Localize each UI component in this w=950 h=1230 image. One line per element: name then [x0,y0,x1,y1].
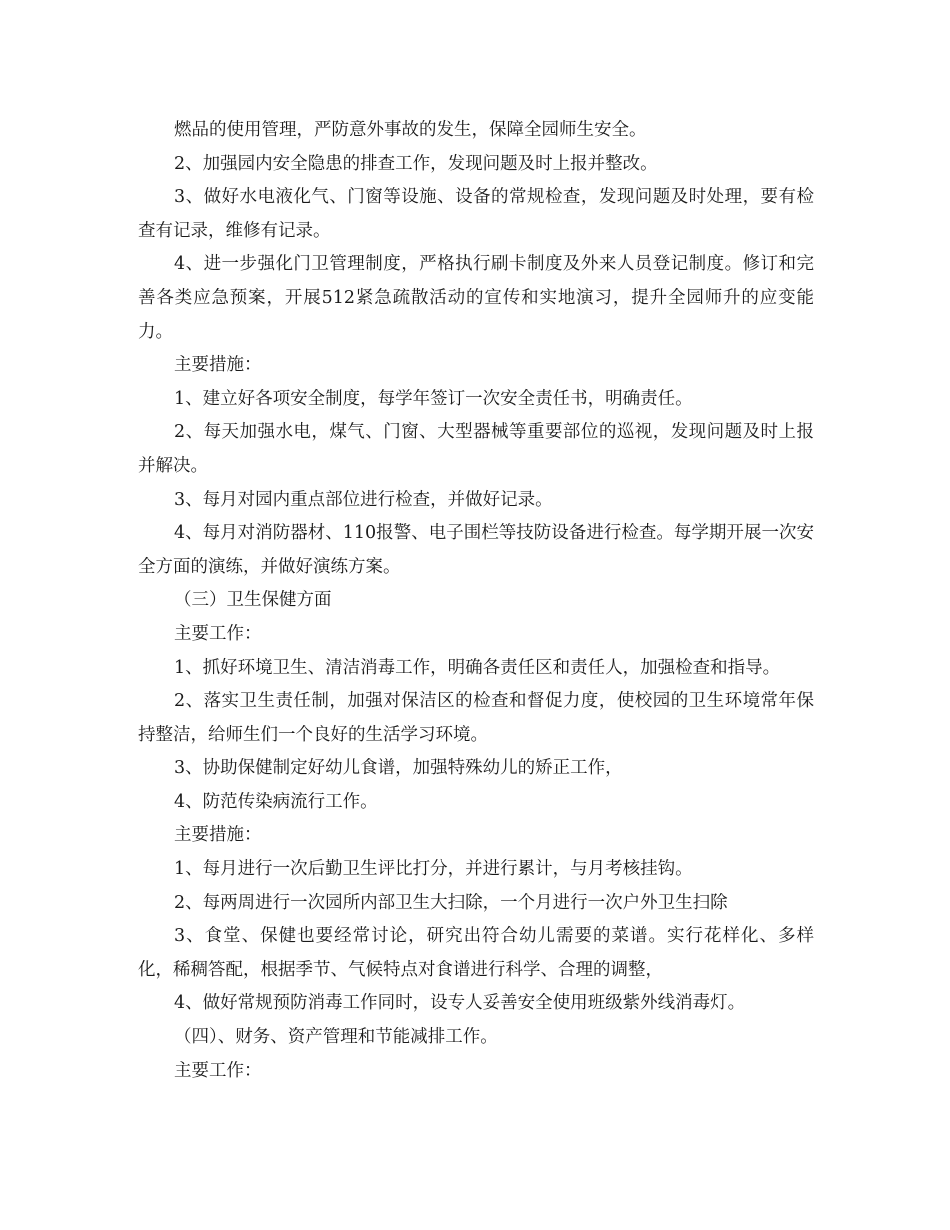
paragraph: 3、每月对园内重点部位进行检查，并做好记录。 [174,489,553,510]
paragraph: 3、协助保健制定好幼儿食谱，加强特殊幼儿的矫正工作， [174,758,623,779]
section-heading: （四）、财务、资产管理和节能减排工作。 [174,1027,498,1048]
paragraph: 2、加强园内安全隐患的排查工作，发现问题及时上报并整改。 [174,153,658,174]
paragraph: 1、抓好环境卫生、清洁消毒工作，明确各责任区和责任人，加强检查和指导。 [174,657,781,678]
document-body [138,114,814,1088]
paragraph: 1、每月进行一次后勤卫生评比打分，并进行累计，与月考核挂钩。 [174,859,693,880]
paragraph: 4、做好常规预防消毒工作同时，设专人妥善安全使用班级紫外线消毒灯。 [174,993,746,1014]
paragraph: 燃品的使用管理，严防意外事故的发生，保障全园师生安全。 [174,120,647,140]
paragraph: 2、落实卫生责任制，加强对保洁区的检查和督促力度，使校园的卫生环境常年保持整洁，给师生们一个良好的生活学习环境。 [138,691,814,745]
paragraph: 4、进一步强化门卫管理制度，严格执行刷卡制度及外来人员登记制度。修订和完善各类应急预案，开展512紧急疏散活动的宣传和实地演习，提升全园师升的应变能力。 [138,254,814,342]
section-heading: （三）卫生保健方面 [174,590,332,611]
paragraph: 4、防范传染病流行工作。 [174,791,378,812]
paragraph: 1、建立好各项安全制度，每学年签订一次安全责任书，明确责任。 [174,388,693,409]
paragraph: 4、每月对消防器材、110报警、电子围栏等技防设备进行检查。每学期开展一次安全方面的演练，并做好演练方案。 [138,523,814,577]
paragraph: 3、食堂、保健也要经常讨论，研究出符合幼儿需要的菜谱。实行花样化、多样化，稀稠答配，根据季节、气候特点对食谱进行科学、合理的调整， [138,926,814,980]
paragraph: 2、每天加强水电，煤气、门窗、大型器械等重要部位的巡视，发现问题及时上报并解决。 [138,422,814,476]
paragraph: 2、每两周进行一次园所内部卫生大扫除，一个月进行一次户外卫生扫除 [174,892,728,913]
section-subheading: 主要措施： [174,825,262,846]
section-subheading: 主要工作： [174,1060,262,1081]
section-subheading: 主要措施： [174,355,262,376]
section-subheading: 主要工作： [174,623,262,644]
paragraph: 3、做好水电液化气、门窗等设施、设备的常规检查，发现问题及时处理，要有检查有记录，维修有记录。 [138,187,814,241]
